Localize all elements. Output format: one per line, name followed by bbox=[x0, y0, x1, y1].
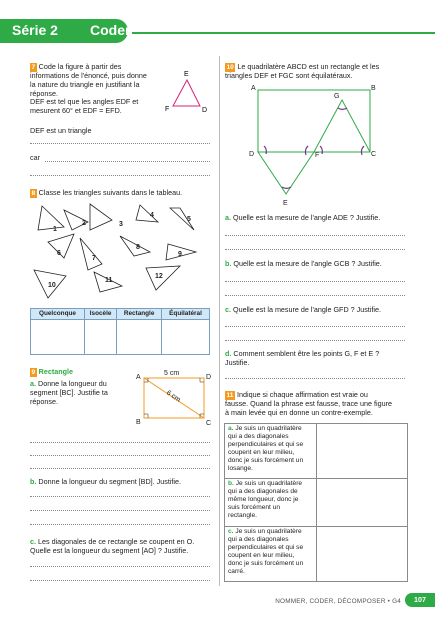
ex9-rectangle-figure bbox=[132, 368, 214, 430]
answer-line[interactable] bbox=[225, 249, 405, 250]
answer-line[interactable] bbox=[30, 524, 210, 525]
answer-line[interactable] bbox=[30, 468, 210, 469]
triangle-12 bbox=[146, 266, 180, 290]
column-divider bbox=[219, 56, 220, 586]
ex11-statements-table bbox=[224, 423, 408, 582]
triangle-8-number: 8 bbox=[136, 244, 140, 251]
triangle-5-number: 5 bbox=[187, 216, 191, 223]
ex7-label-d: D bbox=[202, 107, 208, 114]
triangle-9-number: 9 bbox=[178, 251, 182, 258]
triangle-3-number: 3 bbox=[119, 221, 123, 228]
ex7-label-e: E bbox=[184, 71, 189, 78]
ex10-text: 10 Le quadrilatère ABCD est un rectangle et les triangles DEF et FGC sont équilatéraux. bbox=[225, 62, 380, 80]
triangle-11-number: 11 bbox=[105, 277, 113, 284]
answer-line[interactable] bbox=[225, 235, 405, 236]
triangle-1 bbox=[38, 206, 64, 230]
answer-line[interactable] bbox=[30, 442, 210, 443]
ex10-label-g: G bbox=[334, 93, 340, 100]
ex7-number: 7 bbox=[31, 64, 36, 71]
ex9-question-b: b. Donne la longueur du segment [BD]. Justifie. bbox=[30, 477, 182, 486]
column-header: Rectangle bbox=[117, 309, 162, 320]
table-cell[interactable] bbox=[162, 320, 210, 355]
ex8-classification-table bbox=[30, 308, 210, 355]
answer-line[interactable] bbox=[30, 566, 210, 567]
ex7-text: 7 Code la figure à partir des informations de l'énoncé, puis donne la nature du triangle en justifiant la réponse. DEF est tel que les angles EDF et mesurent 60° et EDF = EFD. bbox=[30, 62, 147, 116]
statement-cell: b. Je suis un quadrilatère qui a des diagonales de même longueur, donc je suis forcément un rectangle. bbox=[225, 479, 317, 527]
triangle-6-number: 6 bbox=[57, 250, 61, 257]
column-header: Équilatéral bbox=[162, 309, 210, 320]
ex10-label-e: E bbox=[283, 200, 288, 207]
ex10-label-b: B bbox=[371, 85, 376, 92]
triangle-8 bbox=[120, 236, 150, 256]
ex10-label-a: A bbox=[251, 85, 256, 92]
ex8-instruction: 8 Classe les triangles suivants dans le tableau. bbox=[31, 188, 183, 197]
ex9-question-a: a. Donne la longueur du segment [BC]. Justifie ta réponse. bbox=[30, 379, 108, 406]
series-title: Série 2 bbox=[12, 22, 58, 38]
ex9-label-b: B bbox=[136, 419, 141, 426]
answer-line[interactable] bbox=[30, 510, 210, 511]
ex10-question-c: c. Quelle est la mesure de l'angle GFD ? Justifie. bbox=[225, 305, 381, 314]
triangle-7 bbox=[80, 238, 102, 270]
answer-line[interactable] bbox=[30, 175, 210, 176]
statement-cell: a. Je suis un quadrilatère qui a des diagonales perpendiculaires et qui se coupent en leur milieu, donc je suis forcément un losange. bbox=[225, 424, 317, 479]
triangle-7-number: 7 bbox=[92, 255, 96, 262]
answer-line[interactable] bbox=[225, 295, 405, 296]
ex7-answer: DEF est un triangle bbox=[30, 126, 92, 135]
statement-cell: c. Je suis un quadrilatère qui a des diagonales perpendiculaires et qui se coupent en leur milieu, donc je suis forcément un carré. bbox=[225, 527, 317, 582]
table-row bbox=[225, 527, 408, 582]
ex9-top-length: 5 cm bbox=[164, 370, 180, 377]
answer-line[interactable] bbox=[30, 580, 210, 581]
triangle-1-number: 1 bbox=[53, 226, 57, 233]
ex9-label-c: C bbox=[206, 420, 212, 427]
ex10-figure bbox=[244, 82, 384, 208]
ex8-triangles-figure bbox=[30, 200, 212, 304]
ex10-label-c: C bbox=[371, 151, 377, 158]
table-cell[interactable] bbox=[31, 320, 85, 355]
footer-chapter: NOMMER, CODER, DÉCOMPOSER • G4 bbox=[275, 598, 401, 605]
table-cell[interactable] bbox=[84, 320, 116, 355]
triangle-6 bbox=[48, 234, 74, 258]
answer-line[interactable] bbox=[45, 161, 210, 162]
answer-line[interactable] bbox=[225, 281, 405, 282]
ex7-car: car bbox=[30, 153, 40, 162]
answer-line[interactable] bbox=[30, 455, 210, 456]
answer-line[interactable] bbox=[30, 143, 210, 144]
answer-line[interactable] bbox=[30, 496, 210, 497]
ex7-label-f: F bbox=[165, 106, 170, 113]
ex7-triangle-figure bbox=[160, 66, 210, 116]
ex9-number: 9 bbox=[31, 369, 36, 376]
triangle-4 bbox=[136, 205, 158, 222]
triangle-10-number: 10 bbox=[48, 282, 56, 289]
section-title: Coder bbox=[90, 22, 131, 38]
triangle-4-number: 4 bbox=[150, 212, 154, 219]
ex10-question-a: a. Quelle est la mesure de l'angle ADE ? Justifie. bbox=[225, 213, 381, 222]
answer-line[interactable] bbox=[225, 326, 405, 327]
answer-line[interactable] bbox=[225, 340, 405, 341]
ex11-text: 11 Indique si chaque affirmation est vraie ou fausse. Quand la phrase est fausse, trace une figure à main levée qui en donne un contre-exemple. bbox=[225, 390, 393, 417]
ex10-label-f: F bbox=[315, 152, 320, 159]
column-header: Isocèle bbox=[84, 309, 116, 320]
answer-line[interactable] bbox=[225, 378, 405, 379]
ex10-label-d: D bbox=[249, 151, 255, 158]
triangle-12-number: 12 bbox=[155, 273, 163, 280]
answer-cell[interactable] bbox=[317, 527, 408, 582]
table-cell[interactable] bbox=[117, 320, 162, 355]
ex9-question-c: c. Les diagonales de ce rectangle se coupent en O. Quelle est la longueur du segment [AO] ? Justifie. bbox=[30, 537, 195, 555]
table-row bbox=[225, 479, 408, 527]
column-header: Quelconque bbox=[31, 309, 85, 320]
ex9-label-d: D bbox=[206, 374, 212, 381]
answer-cell[interactable] bbox=[317, 424, 408, 479]
ex10-number: 10 bbox=[226, 64, 234, 71]
triangle-2-number: 2 bbox=[82, 220, 86, 227]
ex8-number: 8 bbox=[31, 190, 36, 197]
triangle-3 bbox=[90, 204, 112, 230]
ex10-question-b: b. Quelle est la mesure de l'angle GCB ? Justifie. bbox=[225, 259, 382, 268]
page-number: 107 bbox=[405, 593, 435, 607]
answer-cell[interactable] bbox=[317, 479, 408, 527]
ex9-title: 9 Rectangle bbox=[31, 367, 74, 376]
ex9-label-a: A bbox=[136, 374, 141, 381]
table-row bbox=[225, 424, 408, 479]
ex11-number: 11 bbox=[226, 392, 234, 399]
ex9-diagonal-length: 6 cm bbox=[165, 389, 182, 404]
ex10-question-d: d. Comment semblent être les points G, F et E ? Justifie. bbox=[225, 349, 380, 367]
header-rule bbox=[132, 32, 435, 34]
